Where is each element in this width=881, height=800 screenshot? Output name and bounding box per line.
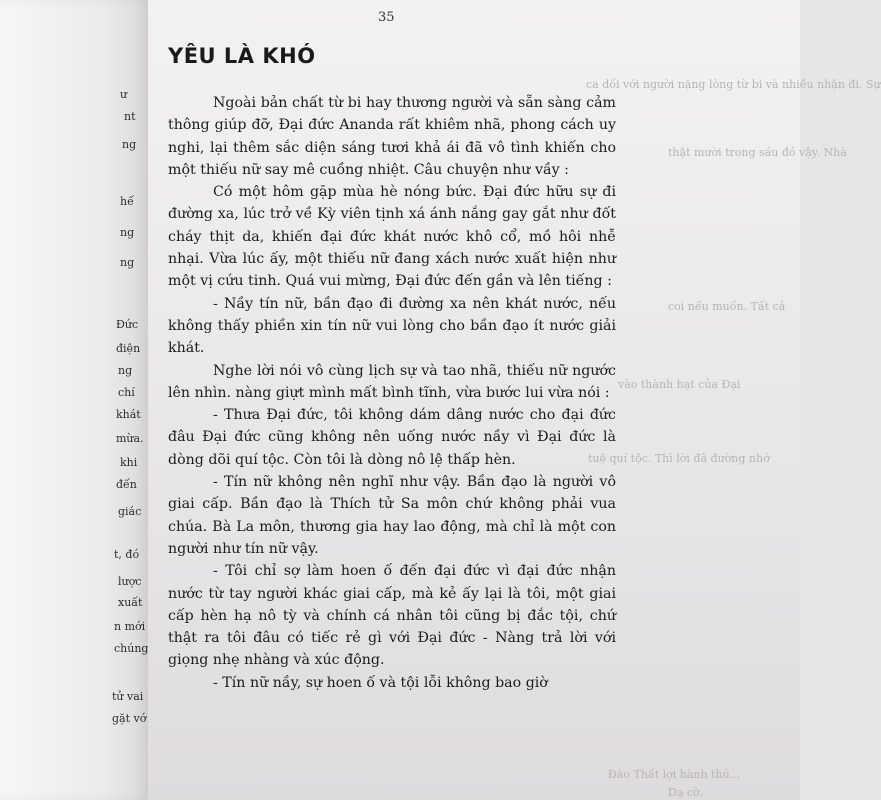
left-fragment: lược bbox=[118, 575, 142, 588]
left-fragment: điện bbox=[116, 342, 141, 355]
left-fragment: Đức bbox=[116, 318, 139, 331]
bleed-through-line: Đào Thất lợi hành thú... bbox=[608, 768, 741, 781]
chapter-title: YÊU LÀ KHÓ bbox=[168, 44, 316, 68]
left-fragment: khát bbox=[116, 408, 141, 421]
left-fragment: n mới bbox=[114, 620, 146, 633]
left-fragment: ng bbox=[118, 364, 133, 377]
bleed-through-line: ca dối với người nặng lòng từ bi và nhiều nhận đi. Sự bbox=[586, 78, 881, 91]
paragraph: - Nầy tín nữ, bần đạo đi đường xa nên khát nước, nếu không thấy phiền xin tín nữ vui lòng cho bần đạo ít nước giải khát. bbox=[168, 295, 616, 357]
bleed-through-line: tuệ quí tộc. Thì lời đã đường nhớ bbox=[588, 452, 770, 465]
paragraph: Có một hôm gặp mùa hè nóng bức. Đại đức hữu sự đi đường xa, lúc trở về Kỳ viên tịnh xá ánh nắng gay gắt như đốt cháy thịt da, khiến đại đức khát nước khô cổ, mồ hôi nhễ nhại. Vừa lúc ấy, một thiếu nữ đang xách nước xuất hiện như một vị cứu tinh. Quá vui mừng, Đại đức đến gần và lên tiếng : bbox=[168, 184, 616, 290]
paragraph: Nghe lời nói vô cùng lịch sự và tao nhã, thiếu nữ ngước lên nhìn. nàng giựt mình mất bình tĩnh, vừa bước lui vừa nói : bbox=[168, 362, 616, 401]
left-fragment: giác bbox=[118, 505, 142, 518]
bleed-through-line: coi nếu muốn. Tất cả bbox=[668, 300, 786, 313]
bleed-through-line: Dạ cờ. bbox=[668, 786, 704, 799]
left-fragment: ng bbox=[120, 256, 135, 269]
paragraph: Ngoài bản chất từ bi hay thương người và sẵn sàng cảm thông giúp đỡ, Đại đức Ananda rất khiêm nhã, phong cách uy nghi, lại thêm sắc diện sáng tươi khả ái đã vô tình khiến cho một thiếu nữ say mê cuồng nhiệt. Câu chuyện như vầy : bbox=[168, 95, 616, 178]
left-fragment: tử vai bbox=[112, 690, 144, 703]
left-fragment: ng bbox=[120, 226, 135, 239]
bleed-through-line: vào thành hạt của Đại bbox=[618, 378, 741, 391]
body-text bbox=[168, 92, 616, 694]
left-fragment: gặt vớ bbox=[112, 712, 147, 725]
left-fragment: xuất bbox=[118, 596, 143, 609]
left-fragment: đến bbox=[116, 478, 137, 491]
left-fragment: ng bbox=[122, 138, 137, 151]
left-fragment: chúng bbox=[114, 642, 149, 655]
paragraph: - Tôi chỉ sợ làm hoen ố đến đại đức vì đại đức nhận nước từ tay người khác giai cấp, mà kẻ ấy lại là tôi, một giai cấp hèn hạ nô tỳ và chính cá nhân tôi cũng bị đắc tội, chứ thật ra tôi đâu có tiếc rẻ gì với Đại đức - Nàng trả lời với giọng nhẹ nhàng và xúc động. bbox=[168, 563, 616, 669]
previous-page-edge bbox=[0, 0, 148, 800]
left-fragment: hế bbox=[120, 195, 134, 208]
left-fragment: t, đó bbox=[114, 548, 140, 561]
book-page bbox=[148, 0, 881, 800]
page-number: 35 bbox=[378, 10, 395, 25]
paragraph: - Tín nữ nầy, sự hoen ố và tội lỗi không bao giờ bbox=[213, 674, 548, 691]
bleed-through-line: thật mười trong sáu đó vậy. Nhà bbox=[668, 146, 847, 159]
left-fragment: chí bbox=[118, 386, 135, 399]
left-fragment: nt bbox=[124, 110, 136, 123]
left-fragment: mừa. bbox=[116, 432, 144, 445]
paragraph: - Tín nữ không nên nghĩ như vậy. Bần đạo là người vô giai cấp. Bần đạo là Thích tử Sa môn chứ không phải vua chúa. Bà La môn, thương gia hay lao động, mà chỉ là một con người như tín nữ vậy. bbox=[168, 474, 616, 557]
left-fragment: khi bbox=[120, 456, 138, 469]
left-fragment: ư bbox=[120, 88, 128, 101]
paragraph: - Thưa Đại đức, tôi không dám dâng nước cho đại đức đâu Đại đức cũng không nên uống nước nầy vì Đại đức là dòng dõi quí tộc. Còn tôi là dòng nô lệ thấp hèn. bbox=[168, 407, 616, 468]
